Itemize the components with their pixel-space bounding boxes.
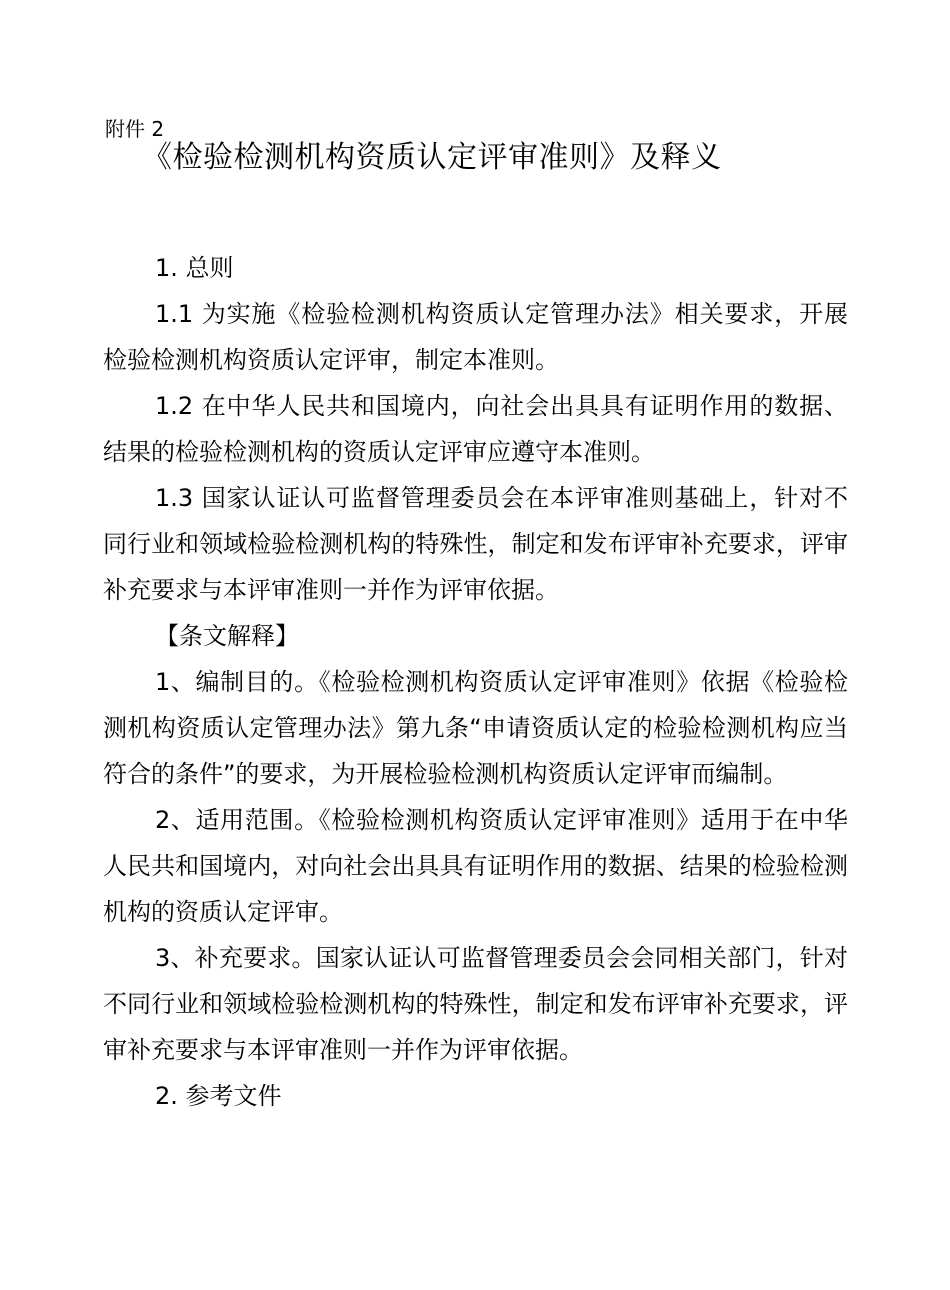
explanation-item-3: 3、补充要求。国家认证认可监督管理委员会会同相关部门，针对不同行业和领域检验检测机构的特殊性，制定和发布评审补充要求，评审补充要求与本评审准则一并作为评审依据。 — [103, 944, 848, 1064]
section-heading-references: 2. 参考文件 — [155, 1082, 282, 1110]
document-body — [103, 245, 848, 1119]
clause-1-3: 1.3 国家认证认可监督管理委员会在本评审准则基础上，针对不同行业和领域检验检测机构的特殊性，制定和发布评审补充要求，评审补充要求与本评审准则一并作为评审依据。 — [103, 484, 848, 604]
explanation-item-2: 2、适用范围。《检验检测机构资质认定评审准则》适用于在中华人民共和国境内，对向社会出具具有证明作用的数据、结果的检验检测机构的资质认定评审。 — [103, 806, 848, 926]
explanation-heading: 【条文解释】 — [155, 622, 299, 650]
attachment-label: 附件 2 — [105, 117, 165, 141]
section-heading-general: 1. 总则 — [155, 254, 234, 282]
clause-1-1: 1.1 为实施《检验检测机构资质认定管理办法》相关要求，开展检验检测机构资质认定评审，制定本准则。 — [103, 300, 848, 374]
explanation-item-1: 1、编制目的。《检验检测机构资质认定评审准则》依据《检验检测机构资质认定管理办法》第九条“申请资质认定的检验检测机构应当符合的条件”的要求，为开展检验检测机构资质认定评审而编制。 — [103, 668, 848, 788]
clause-1-2: 1.2 在中华人民共和国境内，向社会出具具有证明作用的数据、结果的检验检测机构的资质认定评审应遵守本准则。 — [103, 392, 848, 466]
document-title: 《检验检测机构资质认定评审准则》及释义 — [142, 140, 722, 175]
